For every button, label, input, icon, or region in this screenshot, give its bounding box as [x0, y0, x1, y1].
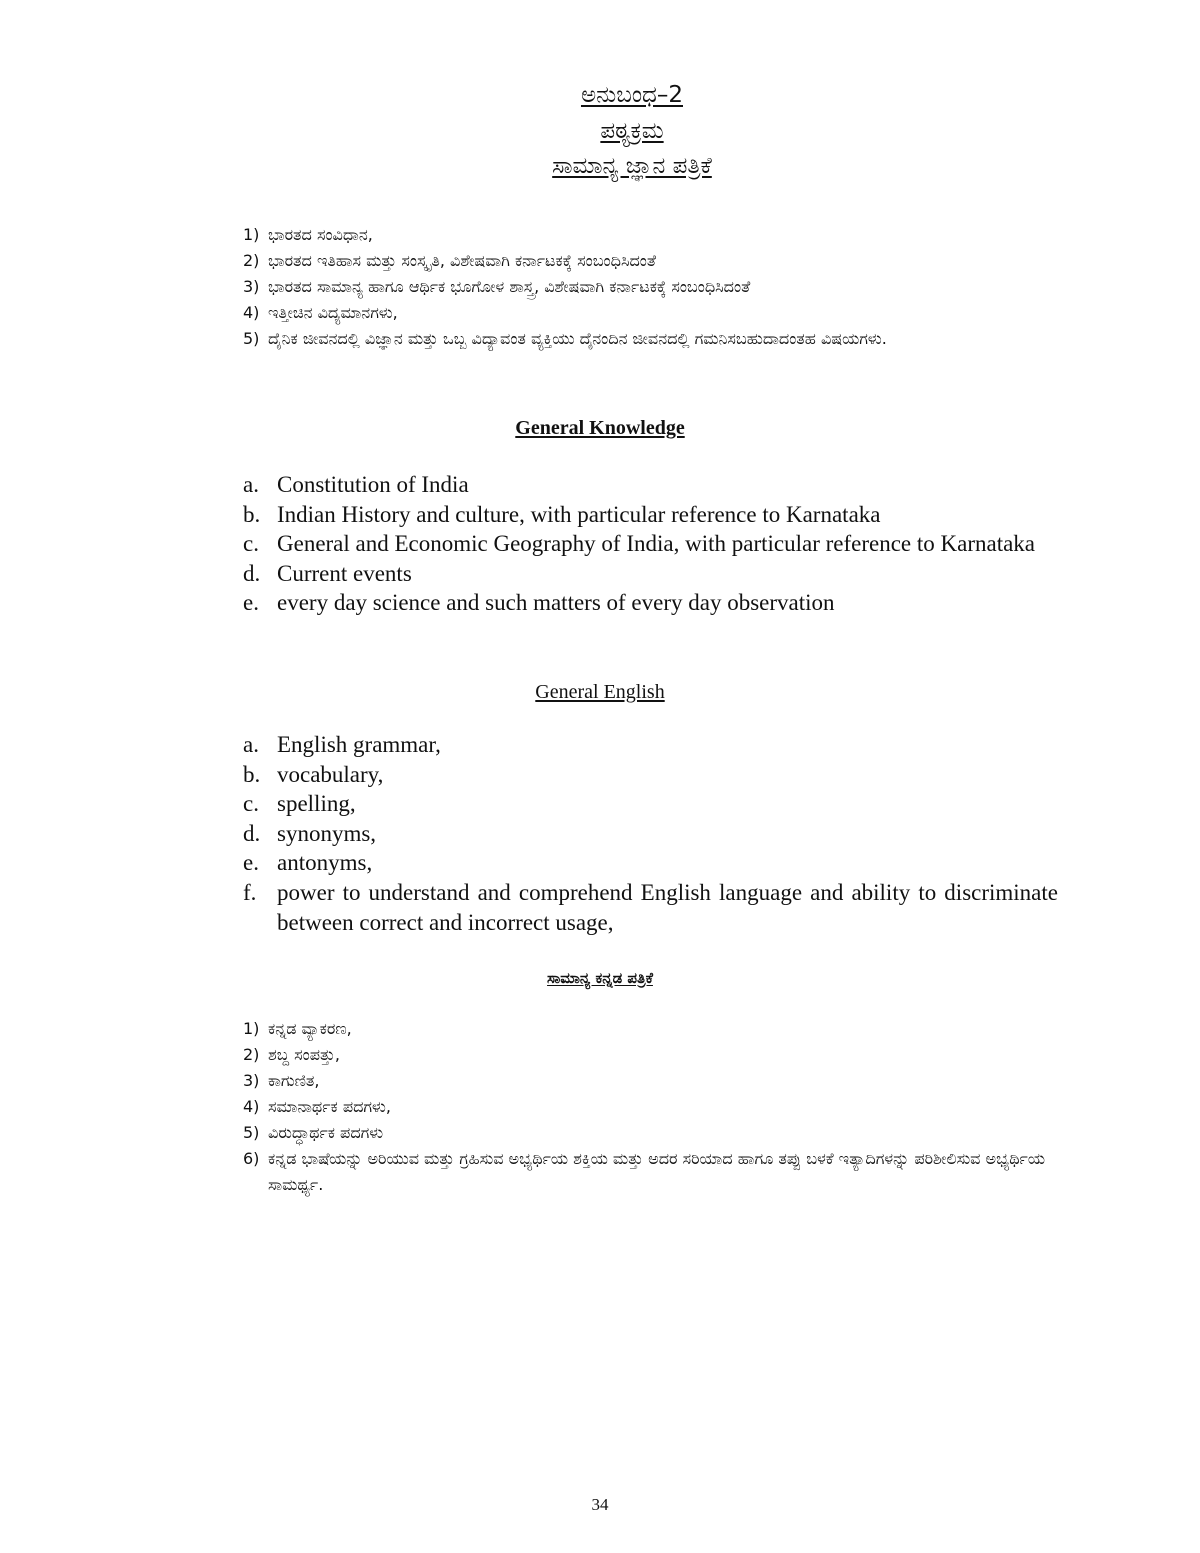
- list-item-number: 3): [243, 1071, 260, 1090]
- list-item-text: spelling,: [277, 791, 356, 817]
- list-item-text: English grammar,: [277, 732, 441, 757]
- list-item-text: every day science and such matters of every day observation: [277, 590, 835, 616]
- list-item-number: 1): [243, 1019, 260, 1038]
- list-item-number: 6): [243, 1149, 260, 1168]
- list-item-text: ವಿರುದ್ಧಾರ್ಥಕ ಪದಗಳು: [268, 1123, 384, 1142]
- list-item-text: synonyms,: [277, 820, 377, 846]
- list-item-text: ಭಾರತದ ಸಾಮಾನ್ಯ ಹಾಗೂ ಆರ್ಥಿಕ ಭೂಗೋಳ ಶಾಸ್ತ್ರ, ವಿಶೇಷವಾಗಿ ಕರ್ನಾಟಕಕ್ಕೆ ಸಂಬಂಧಿಸಿದಂತೆ: [268, 277, 751, 296]
- list-item-letter: d.: [243, 820, 261, 846]
- list-item: [243, 1094, 1058, 1120]
- list-item-text: ಭಾರತದ ಇತಿಹಾಸ ಮತ್ತು ಸಂಸ್ಕೃತಿ, ವಿಶೇಷವಾಗಿ ಕರ್ನಾಟಕಕ್ಕೆ ಸಂಬಂಧಿಸಿದಂತೆ: [268, 251, 656, 270]
- list-item-number: 1): [243, 225, 260, 244]
- list-item-letter: a.: [243, 472, 259, 497]
- syllabus-heading: ಪಠ್ಯಕ್ರಮ: [600, 118, 664, 144]
- kannada-paper-list: [243, 1016, 1058, 1198]
- list-item: [243, 529, 1058, 559]
- list-item-text: vocabulary,: [277, 761, 384, 787]
- list-item: [243, 1146, 1058, 1198]
- list-item-number: 5): [243, 1123, 260, 1142]
- list-item-letter: e.: [243, 590, 259, 616]
- list-item-text: power to understand and comprehend English language and ability to discriminate between correct and incorrect usage,: [277, 879, 1058, 935]
- list-item-text: General and Economic Geography of India, with particular reference to Karnataka: [277, 531, 1036, 557]
- list-item-number: 3): [243, 277, 260, 296]
- list-item: [243, 878, 1058, 937]
- list-item: [243, 274, 1058, 300]
- list-item-number: 5): [243, 329, 260, 348]
- list-item: [243, 326, 1058, 352]
- general-knowledge-list: [243, 470, 1058, 618]
- list-item-text: Current events: [277, 560, 412, 586]
- list-item-text: ದೈನಿಕ ಜೀವನದಲ್ಲಿ ವಿಜ್ಞಾನ ಮತ್ತು ಒಬ್ಬ ವಿದ್ಯಾವಂತ ವ್ಯಕ್ತಿಯು ದೈನಂದಿನ ಜೀವನದಲ್ಲಿ ಗಮನಿಸಬಹುದಾದಂತಹ ವಿಷಯಗಳು.: [268, 329, 887, 348]
- list-item-text: ಶಬ್ದ ಸಂಪತ್ತು,: [268, 1045, 340, 1064]
- list-item-text: Constitution of India: [277, 472, 469, 497]
- list-item-letter: e.: [243, 850, 259, 876]
- list-item-text: ಭಾರತದ ಸಂವಿಧಾನ,: [268, 225, 373, 244]
- list-item: [243, 819, 1058, 849]
- list-item-text: antonyms,: [277, 850, 373, 876]
- list-item: [243, 470, 1058, 500]
- list-item-text: ಇತ್ತೀಚಿನ ವಿದ್ಯಮಾನಗಳು,: [268, 303, 398, 322]
- list-item: [243, 248, 1058, 274]
- list-item-text: Indian History and culture, with particular reference to Karnataka: [277, 501, 881, 527]
- list-item-text: ಕಾಗುಣಿತ,: [268, 1071, 320, 1090]
- list-item-letter: b.: [243, 761, 261, 787]
- list-item: [243, 300, 1058, 326]
- list-item-text: ಸಮಾನಾರ್ಥಕ ಪದಗಳು,: [268, 1097, 391, 1116]
- gk-paper-heading: ಸಾಮಾನ್ಯ ಜ್ಞಾನ ಪತ್ರಿಕೆ: [552, 153, 712, 179]
- list-item-number: 4): [243, 1097, 260, 1116]
- page-number: 34: [591, 1495, 609, 1514]
- list-item-letter: c.: [243, 531, 259, 557]
- list-item-letter: b.: [243, 501, 261, 527]
- general-knowledge-heading: General Knowledge: [515, 417, 685, 439]
- annex-heading: ಅನುಬಂಧ–2: [580, 82, 683, 108]
- list-item: [243, 1120, 1058, 1146]
- list-item-letter: f.: [243, 879, 257, 905]
- list-item: [243, 730, 1058, 760]
- list-item: [243, 222, 1058, 248]
- list-item: [243, 1016, 1058, 1042]
- general-english-heading: General English: [535, 681, 665, 703]
- list-item: [243, 848, 1058, 878]
- list-item-letter: d.: [243, 560, 261, 586]
- list-item-number: 4): [243, 303, 260, 322]
- list-item-text: ಕನ್ನಡ ಭಾಷೆಯನ್ನು ಅರಿಯುವ ಮತ್ತು ಗ್ರಹಿಸುವ ಅಭ್ಯರ್ಥಿಯ ಶಕ್ತಿಯ ಮತ್ತು ಅದರ ಸರಿಯಾದ ಹಾಗೂ ತಪ್ಪು ಬಳಕೆ ಇತ್ಯಾದಿಗಳನ್ನು ಪರಿಶೀಲಿಸುವ ಅಭ್ಯರ್ಥಿಯ ಸಾಮರ್ಥ್ಯ.: [268, 1149, 1045, 1194]
- list-item: [243, 500, 1058, 530]
- list-item-number: 2): [243, 251, 260, 270]
- list-item: [243, 760, 1058, 790]
- general-english-list: [243, 730, 1058, 937]
- kannada-gk-list: [243, 222, 1058, 352]
- list-item-number: 2): [243, 1045, 260, 1064]
- list-item: [243, 1042, 1058, 1068]
- list-item-text: ಕನ್ನಡ ವ್ಯಾಕರಣ,: [268, 1019, 352, 1038]
- list-item-letter: c.: [243, 791, 259, 817]
- list-item: [243, 559, 1058, 589]
- list-item: [243, 1068, 1058, 1094]
- list-item: [243, 588, 1058, 618]
- kannada-paper-heading: ಸಾಮಾನ್ಯ ಕನ್ನಡ ಪತ್ರಿಕೆ: [547, 969, 653, 987]
- list-item-letter: a.: [243, 732, 259, 757]
- list-item: [243, 789, 1058, 819]
